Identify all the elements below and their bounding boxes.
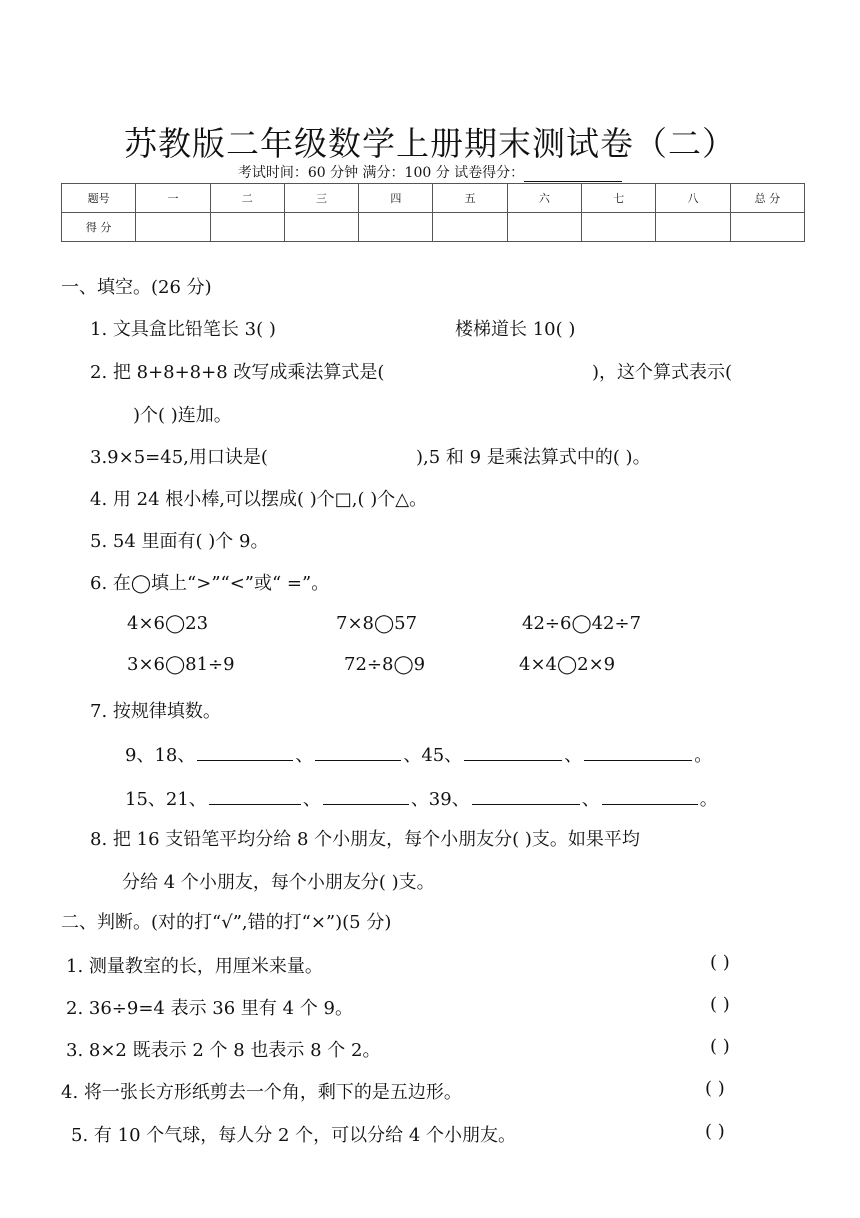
section1-title: 一、填空。(26 分): [61, 277, 212, 298]
header-cell: 七: [582, 184, 656, 213]
judge-item: 5. 有 10 个气球，每人分 2 个，可以分给 4 个小朋友。: [71, 1125, 517, 1146]
judge-item: 2. 36÷9=4 表示 36 里有 4 个 9。: [66, 998, 354, 1019]
q7-sequence-1: [125, 741, 712, 767]
judge-item: 3. 8×2 既表示 2 个 8 也表示 8 个 2。: [66, 1040, 381, 1061]
q1-part-a: 1. 文具盒比铅笔长 3( ): [90, 319, 276, 340]
q6-compare-item: 42÷6◯42÷7: [522, 613, 642, 634]
score-blank[interactable]: [524, 167, 622, 182]
judge-answer-paren[interactable]: ( ): [710, 994, 730, 1015]
row-label: 得 分: [62, 213, 136, 242]
q7-sequence-2: [125, 785, 718, 811]
q5: 5. 54 里面有( )个 9。: [90, 531, 269, 552]
q4: 4. 用 24 根小棒,可以摆成( )个□,( )个△。: [90, 489, 428, 510]
q6: 6. 在◯填上“>”“<”或“ =”。: [90, 573, 330, 594]
seq-text: 。: [694, 745, 713, 766]
header-cell: 二: [210, 184, 284, 213]
judge-item: 1. 测量教室的长，用厘米来量。: [66, 956, 323, 977]
header-cell: 一: [136, 184, 210, 213]
q6-compare-item: 3×6◯81÷9: [127, 654, 235, 675]
judge-answer-paren[interactable]: ( ): [705, 1121, 725, 1142]
answer-blank[interactable]: [315, 742, 401, 761]
score-cell[interactable]: [656, 213, 730, 242]
exam-info-text: 考试时间：60 分钟 满分：100 分 试卷得分：: [237, 165, 525, 181]
score-cell[interactable]: [210, 213, 284, 242]
answer-blank[interactable]: [323, 786, 409, 805]
judge-answer-paren[interactable]: ( ): [705, 1078, 725, 1099]
q6-compare-item: 4×4◯2×9: [519, 654, 616, 675]
exam-info: [0, 162, 860, 182]
answer-blank[interactable]: [464, 742, 562, 761]
score-cell[interactable]: [136, 213, 210, 242]
q8-line-2: 分给 4 个小朋友，每个小朋友分( )支。: [122, 872, 435, 893]
q2-part-b: )，这个算式表示(: [592, 362, 733, 383]
q8-line-1: 8. 把 16 支铅笔平均分给 8 个小朋友，每个小朋友分( )支。如果平均: [90, 829, 640, 850]
score-cell[interactable]: [359, 213, 433, 242]
q3-part-b: ),5 和 9 是乘法算式中的( )。: [416, 447, 651, 468]
header-cell: 题号: [62, 184, 136, 213]
header-cell: 五: [433, 184, 507, 213]
q1-part-b: 楼梯道长 10( ): [455, 319, 576, 340]
score-cell[interactable]: [507, 213, 581, 242]
score-table-score-row: [62, 213, 805, 242]
q2-part-c: )个( )连加。: [133, 405, 232, 426]
score-cell[interactable]: [730, 213, 804, 242]
header-cell: 八: [656, 184, 730, 213]
answer-blank[interactable]: [602, 786, 698, 805]
judge-item: 4. 将一张长方形纸剪去一个角，剩下的是五边形。: [61, 1082, 462, 1103]
seq-text: 9、18、: [125, 745, 196, 766]
q7: 7. 按规律填数。: [90, 701, 221, 722]
score-cell[interactable]: [284, 213, 358, 242]
q6-compare-item: 7×8◯57: [336, 613, 418, 634]
q2-part-a: 2. 把 8+8+8+8 改写成乘法算式是(: [90, 362, 385, 383]
q6-compare-item: 72÷8◯9: [344, 654, 426, 675]
answer-blank[interactable]: [209, 786, 301, 805]
q6-compare-item: 4×6◯23: [127, 613, 209, 634]
score-cell[interactable]: [433, 213, 507, 242]
header-cell: 四: [359, 184, 433, 213]
seq-text: 15、21、: [125, 789, 207, 810]
header-cell: 六: [507, 184, 581, 213]
answer-blank[interactable]: [584, 742, 692, 761]
score-table: [61, 183, 805, 242]
score-cell[interactable]: [582, 213, 656, 242]
seq-text: 、: [564, 745, 583, 766]
seq-text: 、: [295, 745, 314, 766]
seq-text: 、: [581, 789, 600, 810]
section2-title: 二、判断。(对的打“√”,错的打“×”)(5 分): [61, 912, 392, 933]
seq-text: 。: [699, 789, 718, 810]
page-title: 苏教版二年级数学上册期末测试卷（二）: [124, 124, 736, 163]
judge-answer-paren[interactable]: ( ): [710, 1036, 730, 1057]
seq-text: 、: [302, 789, 321, 810]
answer-blank[interactable]: [197, 742, 293, 761]
answer-blank[interactable]: [472, 786, 580, 805]
score-table-header-row: [62, 184, 805, 213]
seq-text: 、45、: [403, 745, 463, 766]
header-cell: 总 分: [730, 184, 804, 213]
seq-text: 、39、: [410, 789, 470, 810]
q3-part-a: 3.9×5=45,用口诀是(: [90, 447, 268, 468]
header-cell: 三: [284, 184, 358, 213]
judge-answer-paren[interactable]: ( ): [710, 952, 730, 973]
